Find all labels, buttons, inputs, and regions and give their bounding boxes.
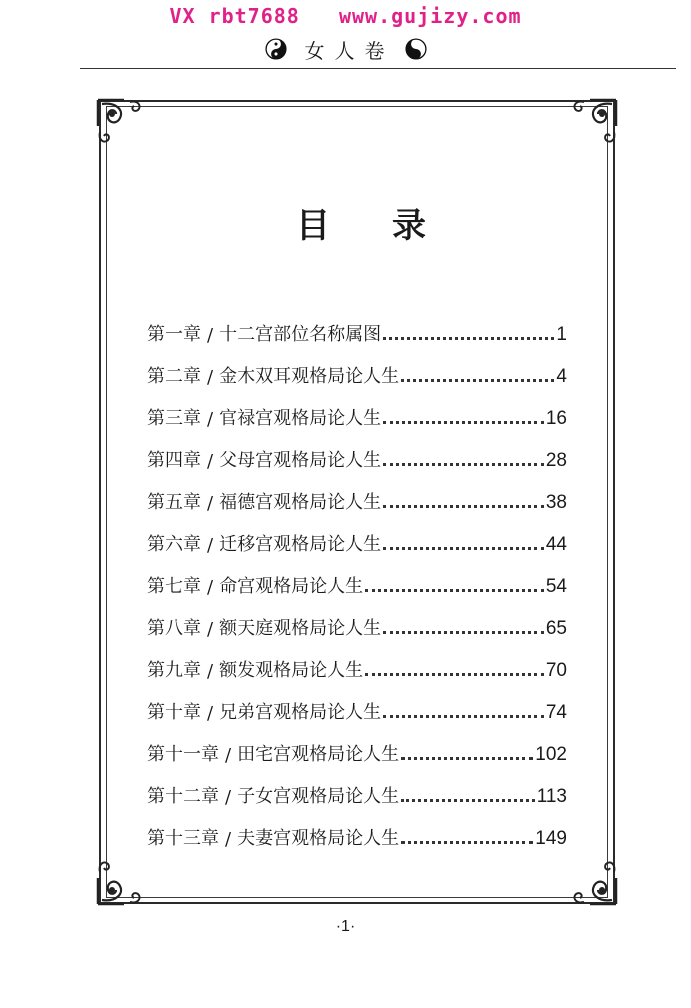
toc-separator: / xyxy=(207,367,214,388)
toc-chapter: 第十一章 xyxy=(147,744,219,765)
toc-separator: / xyxy=(207,493,214,514)
toc-separator: / xyxy=(207,619,214,640)
toc-list xyxy=(147,304,567,850)
toc-entry[interactable] xyxy=(147,472,567,514)
toc-page-number: 44 xyxy=(545,534,567,555)
toc-page-number: 65 xyxy=(545,618,567,639)
toc-chapter: 第一章 xyxy=(147,324,201,345)
running-head-title: 女人卷 xyxy=(304,38,395,63)
toc-chapter: 第四章 xyxy=(147,450,201,471)
toc-entry-title: 官禄宫观格局论人生 xyxy=(219,408,382,429)
toc-leader xyxy=(383,715,544,718)
toc-separator: / xyxy=(225,787,232,808)
watermark-text: VX rbt7688 www.gujizy.com xyxy=(169,4,522,28)
corner-ornament-icon xyxy=(94,96,146,148)
toc-page-number: 113 xyxy=(536,786,567,807)
corner-ornament-icon xyxy=(94,856,146,908)
toc-entry-title: 命宫观格局论人生 xyxy=(219,576,364,597)
toc-separator: / xyxy=(225,745,232,766)
corner-ornament-icon xyxy=(568,856,620,908)
toc-leader xyxy=(401,379,554,382)
toc-entry-title: 十二宫部位名称属图 xyxy=(219,324,382,345)
toc-leader xyxy=(401,799,535,802)
toc-page-number: 38 xyxy=(545,492,567,513)
toc-page-number: 4 xyxy=(556,366,567,387)
toc-entry[interactable] xyxy=(147,808,567,850)
toc-entry-title: 额天庭观格局论人生 xyxy=(219,618,382,639)
toc-page-number: 16 xyxy=(545,408,567,429)
header-rule xyxy=(80,68,676,69)
toc-page-number: 1 xyxy=(556,324,567,345)
toc-page-number: 74 xyxy=(545,702,567,723)
toc-heading-char: 录 xyxy=(392,206,426,246)
toc-page-number: 28 xyxy=(545,450,567,471)
toc-leader xyxy=(383,547,544,550)
toc-chapter: 第十三章 xyxy=(147,828,219,849)
toc-entry[interactable] xyxy=(147,346,567,388)
page-number-footer: ·1· xyxy=(335,918,356,935)
toc-chapter: 第三章 xyxy=(147,408,201,429)
toc-page-number: 102 xyxy=(535,744,567,765)
toc-leader xyxy=(383,505,544,508)
toc-entry[interactable] xyxy=(147,514,567,556)
toc-page-number: 149 xyxy=(535,828,567,849)
toc-chapter: 第二章 xyxy=(147,366,201,387)
toc-separator: / xyxy=(207,577,214,598)
toc-chapter: 第九章 xyxy=(147,660,201,681)
toc-entry[interactable] xyxy=(147,682,567,724)
toc-heading xyxy=(296,198,426,247)
toc-entry-title: 福德宫观格局论人生 xyxy=(219,492,382,513)
toc-leader xyxy=(365,589,544,592)
toc-leader xyxy=(401,841,533,844)
toc-separator: / xyxy=(207,325,214,346)
toc-leader xyxy=(383,337,554,340)
toc-heading-char: 目 xyxy=(296,206,330,246)
running-head xyxy=(0,34,691,64)
yin-yang-icon xyxy=(405,38,427,60)
toc-entry[interactable] xyxy=(147,766,567,808)
toc-chapter: 第五章 xyxy=(147,492,201,513)
toc-chapter: 第七章 xyxy=(147,576,201,597)
toc-entry-title: 夫妻宫观格局论人生 xyxy=(237,828,400,849)
toc-chapter: 第十章 xyxy=(147,702,201,723)
toc-entry-title: 父母宫观格局论人生 xyxy=(219,450,382,471)
toc-entry-title: 迁移宫观格局论人生 xyxy=(219,534,382,555)
toc-leader xyxy=(383,463,544,466)
toc-entry[interactable] xyxy=(147,598,567,640)
toc-entry[interactable] xyxy=(147,556,567,598)
toc-entry[interactable] xyxy=(147,304,567,346)
toc-separator: / xyxy=(207,535,214,556)
toc-entry[interactable] xyxy=(147,430,567,472)
toc-entry-title: 子女宫观格局论人生 xyxy=(237,786,400,807)
toc-separator: / xyxy=(207,409,214,430)
toc-entry[interactable] xyxy=(147,724,567,766)
toc-leader xyxy=(401,757,533,760)
toc-page-number: 70 xyxy=(545,660,567,681)
toc-page-number: 54 xyxy=(545,576,567,597)
toc-entry-title: 田宅宫观格局论人生 xyxy=(237,744,400,765)
toc-separator: / xyxy=(207,451,214,472)
toc-entry-title: 额发观格局论人生 xyxy=(219,660,364,681)
toc-entry[interactable] xyxy=(147,388,567,430)
toc-chapter: 第六章 xyxy=(147,534,201,555)
toc-leader xyxy=(383,631,544,634)
toc-separator: / xyxy=(207,661,214,682)
toc-entry-title: 兄弟宫观格局论人生 xyxy=(219,702,382,723)
toc-separator: / xyxy=(225,829,232,850)
corner-ornament-icon xyxy=(568,96,620,148)
yin-yang-icon xyxy=(265,38,287,60)
toc-chapter: 第八章 xyxy=(147,618,201,639)
toc-separator: / xyxy=(207,703,214,724)
toc-entry-title: 金木双耳观格局论人生 xyxy=(219,366,400,387)
toc-chapter: 第十二章 xyxy=(147,786,219,807)
toc-leader xyxy=(365,673,544,676)
toc-entry[interactable] xyxy=(147,640,567,682)
toc-leader xyxy=(383,421,544,424)
